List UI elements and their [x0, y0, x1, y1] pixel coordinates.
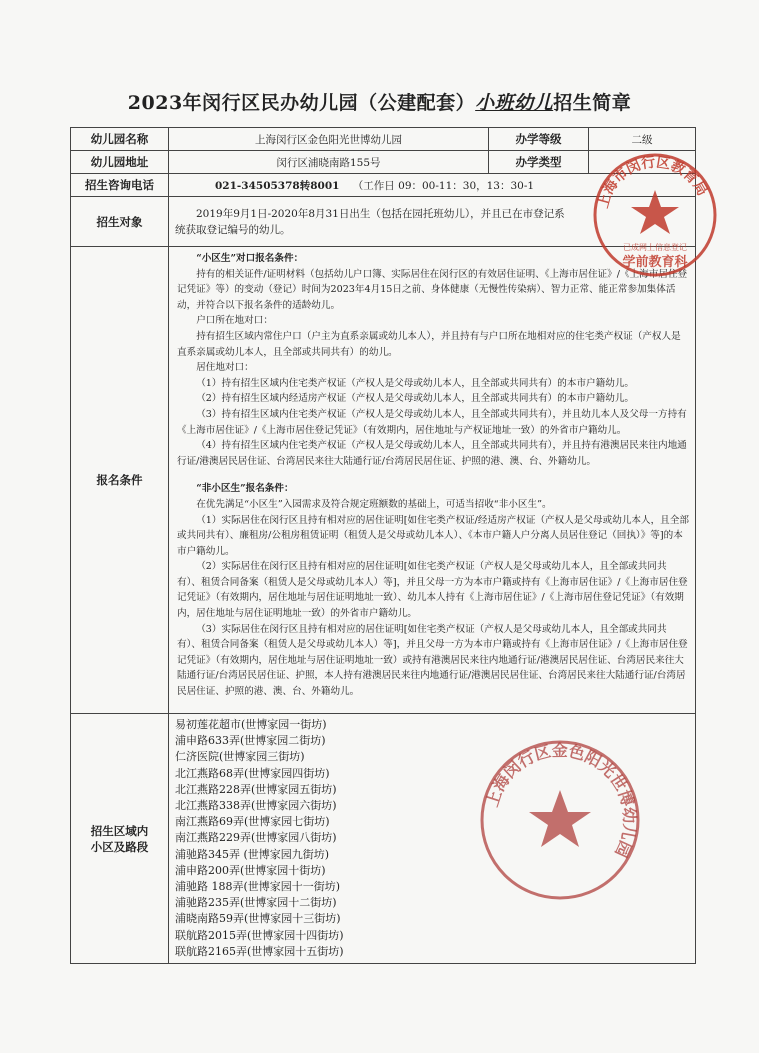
target-cell — [169, 197, 696, 247]
area-list-item: 南江燕路69弄(世博家园七街坊) — [175, 815, 330, 829]
condition-paragraph: （3）实际居住在闵行区且持有相对应的居住证明[如住宅类产权证（产权人是父母或幼儿本人，且全部或共同共有）、租赁合同备案（租赁人是父母或幼儿本人）等]，并且父母一方为本市户籍或持有《上海市居住证》/《上海市居住登记凭证》（有效期内，居住地址与居住证明地址一致）或持有港澳居民来往内地通行证/港澳居民居住证、台湾居民来往大陆通行证/台湾居民居住证、护照，本人持有港澳居民来往内地通行证/港澳居民居住证、台湾居民来往大陆通行证/台湾居民居住证、护照的港、澳、台、外籍幼儿。 — [177, 623, 688, 698]
phone-hours: （工作日 09：00-11：30，13：30-1 — [352, 179, 535, 192]
target-value: 2019年9月1日-2020年8月31日出生（包括在园托班幼儿），并且已在市登记系统获取登记编号的幼儿。 — [175, 207, 565, 236]
area-list-item: 浦申路200弄(世博家园十街坊) — [175, 863, 326, 877]
area-list-item: 仁济医院(世博家园三街坊) — [175, 750, 305, 764]
conditions-label: 报名条件 — [71, 247, 169, 714]
area-list — [169, 714, 696, 964]
title-suffix: 招生简章 — [553, 92, 632, 114]
edu-bureau-center-line1: 已成网上信息登记 — [623, 243, 687, 252]
condition-paragraph: 持有的相关证件/证明材料（包括幼儿户口簿、实际居住在闵行区的有效居住证明、《上海市居住证》/《上海市居住登记凭证》等）的变动（登记）时间为2023年4月15日之前、身体健康（无慢性传染病）、智力正常、能正常参加集体活动，并符合以下报名条件的适龄幼儿。 — [177, 268, 688, 311]
condition-paragraph: （1）实际居住在闵行区且持有相对应的居住证明[如住宅类产权证/经适房产权证（产权人是父母或幼儿本人，且全部或共同共有）、廉租房/公租房租赁证明（租赁人是父母或幼儿本人）、《本市户籍人户分离人员居住登记（回执）》等]的本市户籍幼儿。 — [177, 514, 689, 557]
area-list-item: 浦驰路345弄 (世博家园九街坊) — [175, 847, 330, 861]
phone-value: 021-34505378转8001 — [215, 179, 340, 192]
address-value: 闵行区浦晓南路155号 — [169, 151, 489, 174]
condition-paragraph: 居住地对口： — [196, 362, 254, 374]
type-label: 办学类型 — [489, 151, 589, 174]
condition-paragraph: （4）持有招生区域内住宅类产权证（产权人是父母或幼儿本人，且全部或共同共有），并且持有港澳居民来往内地通行证/港澳居民居住证、台湾居民来往大陆通行证/台湾居民居住证、护照的港、澳、台、外籍幼儿。 — [177, 440, 687, 467]
row-name — [71, 128, 696, 151]
condition-paragraph: （2）持有招生区域内经适房产权证（产权人是父母或幼儿本人，且全部或共同共有）的本市户籍幼儿。 — [196, 393, 635, 405]
condition-paragraph: （2）实际居住在闵行区且持有相对应的居住证明[如住宅类产权证（产权人是父母或幼儿本人，且全部或共同共有）、租赁合同备案（租赁人是父母或幼儿本人）等]，并且父母一方为本市户籍或持有《上海市居住证》/《上海市居住登记凭证》（有效期内，居住地址与居住证明地址一致）、幼儿本人持有《上海市居住证》/《上海市居住登记凭证》（有效期内，居住地址与居住证明地址一致）的外省市户籍幼儿。 — [177, 561, 688, 620]
area-label-line2: 小区及路段 — [90, 839, 149, 854]
area-list-item: 浦驰路235弄(世博家园十二街坊) — [175, 896, 337, 910]
condition-paragraph: 户口所在地对口： — [196, 315, 273, 327]
area-list-item: 易初莲花超市(世博家园一街坊) — [175, 718, 327, 731]
area-list-item: 联航路2165弄(世博家园十五街坊) — [175, 944, 344, 958]
condition-paragraph: “小区生”对口报名条件： — [196, 253, 304, 264]
kindergarten-ring-text: 上海闵行区金色阳光世博幼儿园 — [482, 740, 640, 861]
page-title — [0, 88, 759, 115]
edu-bureau-ring-text: 上海市闵行区教育局 — [595, 154, 711, 210]
title-prefix: 2023年闵行区民办幼儿园（公建配套） — [127, 92, 476, 114]
row-address — [71, 151, 696, 174]
title-emphasis: 小班幼儿 — [475, 92, 554, 114]
enrollment-table — [70, 127, 696, 964]
name-label: 幼儿园名称 — [71, 128, 169, 151]
row-conditions — [71, 247, 696, 714]
name-value: 上海闵行区金色阳光世博幼儿园 — [169, 128, 489, 151]
row-phone — [71, 174, 696, 197]
area-list-item: 北江燕路338弄(世博家园六街坊) — [175, 799, 337, 813]
target-label: 招生对象 — [71, 197, 169, 247]
level-label: 办学等级 — [489, 128, 589, 151]
area-list-item: 北江燕路228弄(世博家园五街坊) — [175, 782, 337, 796]
phone-label: 招生咨询电话 — [71, 174, 169, 197]
area-list-item: 浦申路633弄(世博家园二街坊) — [175, 734, 326, 748]
address-label: 幼儿园地址 — [71, 151, 169, 174]
area-list-item: 浦驰路 188弄(世博家园十一街坊) — [175, 880, 341, 894]
area-list-item: 浦晓南路59弄(世博家园十三街坊) — [175, 912, 341, 926]
area-label — [71, 714, 169, 964]
condition-paragraph: （3）持有招生区域内住宅类产权证（产权人是父母或幼儿本人，且全部或共同共有），并且幼儿本人及父母一方持有《上海市居住证》/《上海市居住登记凭证》（有效期内，居住地址与产权证地址一致）的外省市户籍幼儿。 — [177, 408, 687, 436]
condition-paragraph: “非小区生”报名条件： — [196, 483, 294, 495]
level-value: 二级 — [589, 128, 696, 151]
condition-paragraph: 持有招生区域内常住户口（户主为直系亲属或幼儿本人），并且持有与户口所在地相对应的住宅类产权证（产权人是直系亲属或幼儿本人，且全部或共同共有）的幼儿。 — [177, 330, 681, 358]
type-value — [589, 151, 696, 174]
area-list-item: 南江燕路229弄(世博家园八街坊) — [175, 831, 337, 845]
area-list-item: 联航路2015弄(世博家园十四街坊) — [175, 928, 344, 942]
condition-paragraph: 在优先满足“小区生”入园需求及符合规定班额数的基础上，可适当招收“非小区生”。 — [196, 498, 552, 510]
edu-bureau-center-line2: 学前教育科 — [622, 255, 688, 270]
row-area — [71, 714, 696, 964]
row-target — [71, 197, 696, 247]
phone-cell — [169, 174, 696, 197]
condition-paragraph: （1）持有招生区域内住宅类产权证（产权人是父母或幼儿本人，且全部或共同共有）的本市户籍幼儿。 — [196, 377, 635, 389]
area-list-item: 北江燕路68弄(世博家园四街坊) — [175, 766, 330, 780]
area-label-line1: 招生区域内 — [90, 823, 149, 838]
conditions-text — [169, 247, 696, 714]
